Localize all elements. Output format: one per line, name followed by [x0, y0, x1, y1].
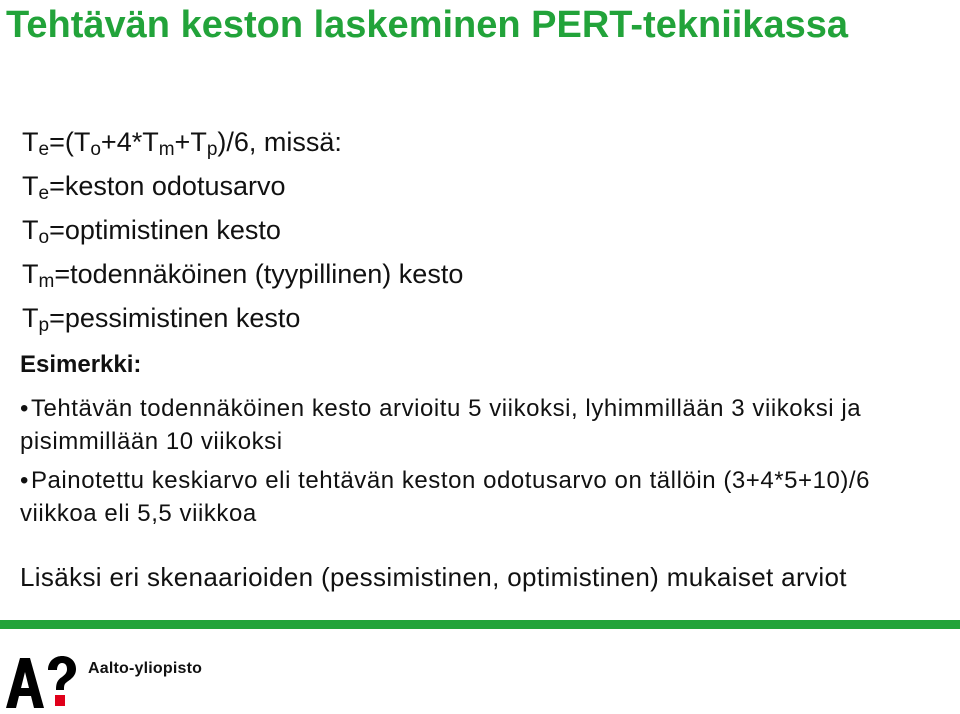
- bullet-text: Painotettu keskiarvo eli tehtävän keston odotusarvo on tällöin (3+4*5+10)/6 viikkoa eli 5,5 viikkoa: [20, 467, 871, 527]
- definition-tp: $T_p=pessimistinen$ kesto: [22, 303, 301, 336]
- definition-to: $T_o=optimistinen$ kesto: [22, 215, 281, 248]
- example-heading: Esimerkki:: [20, 351, 142, 378]
- aalto-logo: [4, 652, 80, 710]
- formula-block: [22, 122, 463, 342]
- bullet-text: Tehtävän todennäköinen kesto arvioitu 5 viikoksi, lyhimmillään 3 viikoksi ja pisimmillään 10 viikoksi: [20, 395, 862, 455]
- bullet-icon: •: [20, 395, 29, 422]
- bullet-icon: •: [20, 467, 29, 494]
- definition-te: $T_e=keston$ odotusarvo: [22, 171, 286, 204]
- formula-main: $T_e=(T_o+4*T_m+T_p)/6$, missä:: [22, 127, 342, 160]
- definition-tm: $T_m=todennäköinen$ (tyypillinen) kesto: [22, 259, 464, 292]
- footer-divider: [0, 620, 960, 629]
- extra-note: Lisäksi eri skenaarioiden (pessimistinen, optimistinen) mukaiset arviot: [20, 562, 847, 592]
- bullet-item: [20, 392, 950, 458]
- organization-name: Aalto-yliopisto: [88, 660, 203, 677]
- bullet-item: [20, 464, 950, 530]
- slide-title: Tehtävän keston laskeminen PERT-tekniikassa: [6, 4, 848, 46]
- example-bullet-list: [20, 392, 950, 536]
